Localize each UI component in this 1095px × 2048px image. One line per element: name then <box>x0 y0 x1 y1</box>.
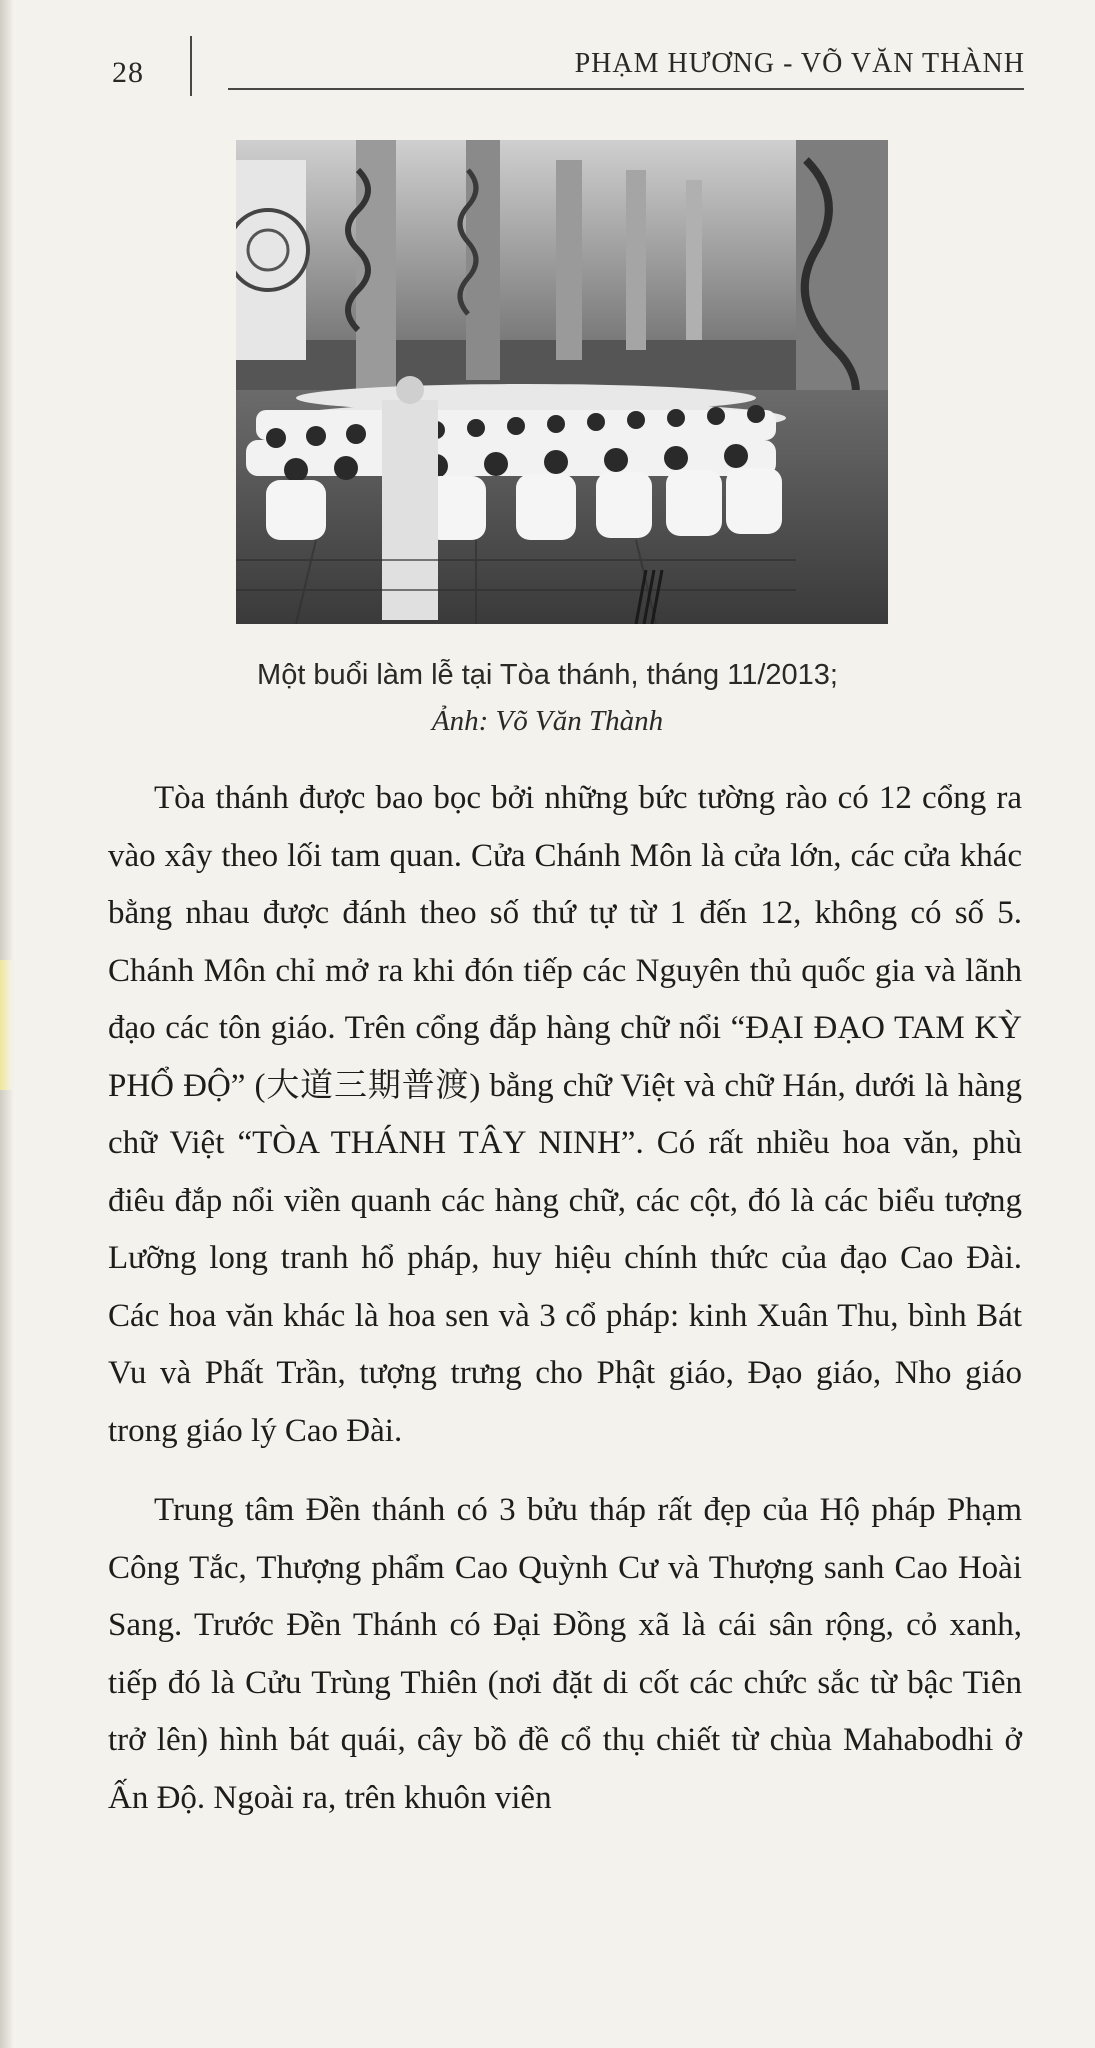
paragraph-2: Trung tâm Đền thánh có 3 bửu tháp rất đẹp của Hộ pháp Phạm Công Tắc, Thượng phẩm Cao Quỳnh Cư và Thượng sanh Cao Hoài Sang. Trước Đền Thánh có Đại Đồng xã là cái sân rộng, cỏ xanh, tiếp đó là Cửu Trùng Thiên (nơi đặt di cốt các chức sắc từ bậc Tiên trở lên) hình bát quái, cây bồ đề cổ thụ chiết từ chùa Mahabodhi ở Ấn Độ. Ngoài ra, trên khuôn viên <box>108 1492 1022 1816</box>
header-rule <box>228 88 1024 90</box>
caption-text: Một buổi làm lễ tại Tòa thánh, tháng 11/2013; <box>257 659 838 691</box>
paragraph-1: Tòa thánh được bao bọc bởi những bức tường rào có 12 cổng ra vào xây theo lối tam quan. Cửa Chánh Môn là cửa lớn, các cửa khác bằng nhau được đánh theo số thứ tự từ 1 đến 12, không có số 5. Chánh Môn chỉ mở ra khi đón tiếp các Nguyên thủ quốc gia và lãnh đạo các tôn giáo. Trên cổng đắp hàng chữ nổi “ĐẠI ĐẠO TAM KỲ PHỔ ĐỘ” (大道三期普渡) bằng chữ Việt và chữ Hán, dưới là hàng chữ Việt “TÒA THÁNH TÂY NINH”. Có rất nhiều hoa văn, phù điêu đắp nổi viền quanh các hàng chữ, các cột, đó là các biểu tượng Lưỡng long tranh hổ pháp, huy hiệu chính thức của đạo Cao Đài. Các hoa văn khác là hoa sen và 3 cổ pháp: kinh Xuân Thu, bình Bát Vu và Phất Trần, tượng trưng cho Phật giáo, Đạo giáo, Nho giáo trong giáo lý Cao Đài. <box>108 780 1022 1449</box>
header-divider <box>190 36 192 96</box>
running-header-authors: PHẠM HƯƠNG - VÕ VĂN THÀNH <box>574 48 1025 79</box>
page-edge-tint <box>0 960 12 1090</box>
ceremony-photo <box>236 140 888 624</box>
photo-credit: Ảnh: Võ Văn Thành <box>431 705 664 737</box>
body-text <box>108 770 1022 1827</box>
photo-caption <box>0 652 1095 744</box>
page-number: 28 <box>112 56 144 89</box>
